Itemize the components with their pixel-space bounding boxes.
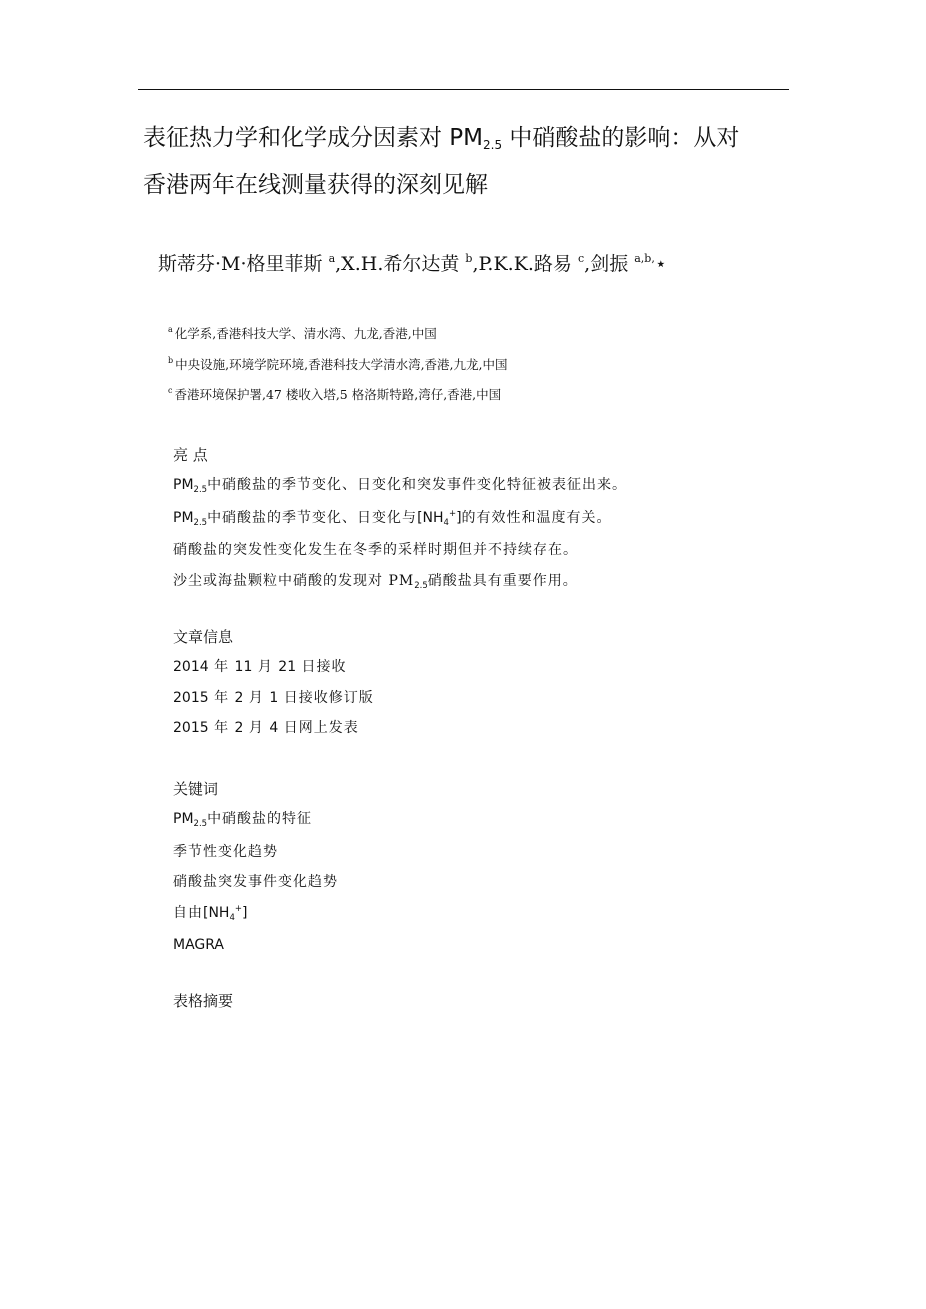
author-name: ,剑振 [584,253,635,275]
author-affil-mark: b [465,252,473,265]
online-date: 2015 年 2 月 4 日网上发表 [173,720,359,736]
keyword-item: MAGRA [173,937,224,953]
keyword-item: 自由$[NH_4^+]$ [173,903,248,923]
paper-title: 表征热力学和化学成分因素对 $PM_{2.5}$ 中硝酸盐的影响：从对 香港两年在线测量获得的深刻见解 [143,125,740,198]
header-rule [138,89,789,90]
article-info-heading: 文章信息 [173,628,234,646]
author-name: ,P.K.K.路易 [472,253,578,275]
revised-date: 2015 年 2 月 1 日接收修订版 [173,689,374,706]
graphical-abstract-section [173,986,233,1016]
keyword-item: 季节性变化趋势 [173,843,278,860]
keywords-heading: 关键词 [173,780,219,798]
affiliation-a: $^a$ 化学系,香港科技大学、清水湾、九龙,香港,中国 [168,325,437,341]
affiliation-b: $^b$ 中央设施,环境学院环境,香港科技大学清水湾,香港,九龙,中国 [168,355,508,372]
highlight-item: 硝酸盐的突发性变化发生在冬季的采样时期但并不持续存在。 [173,542,578,558]
author-affil-mark: c [577,252,585,265]
corresponding-author-mark: ⋆ [654,253,667,275]
keyword-item: 硝酸盐突发事件变化趋势 [173,874,338,890]
received-date: 2014 年 11 月 21 日接收 [173,659,347,675]
author-affil-mark: a [328,252,336,265]
author-affil-mark: a,b, [634,252,655,265]
author-name: ,X.H.希尔达黄 [335,253,466,275]
affiliation-c: $^c$ 香港环境保护署,47 楼收入塔,5 格洛斯特路,湾仔,香港,中国 [168,386,502,402]
keywords-section [173,774,338,961]
author-name: 斯蒂芬·M·格里菲斯 [158,253,329,275]
highlight-item: 沙尘或海盐颗粒中硝酸的发现对 $PM_{2.5}$硝酸盐具有重要作用。 [173,572,578,591]
author-list [158,250,667,281]
highlight-item: $PM_{2.5}$中硝酸盐的季节变化、日变化与$[NH_4^+]$的有效性和温度有关。 [173,508,612,528]
graphical-abstract-heading: 表格摘要 [173,992,234,1010]
highlights-section [173,440,627,598]
highlight-item: $PM_{2.5}$中硝酸盐的季节变化、日变化和突发事件变化特征被表征出来。 [173,477,628,495]
article-info-section [173,622,374,744]
keyword-item: $PM_{2.5}$中硝酸盐的特征 [173,811,313,829]
highlights-heading: 亮 点 [173,446,208,464]
affiliation-list [168,322,508,414]
